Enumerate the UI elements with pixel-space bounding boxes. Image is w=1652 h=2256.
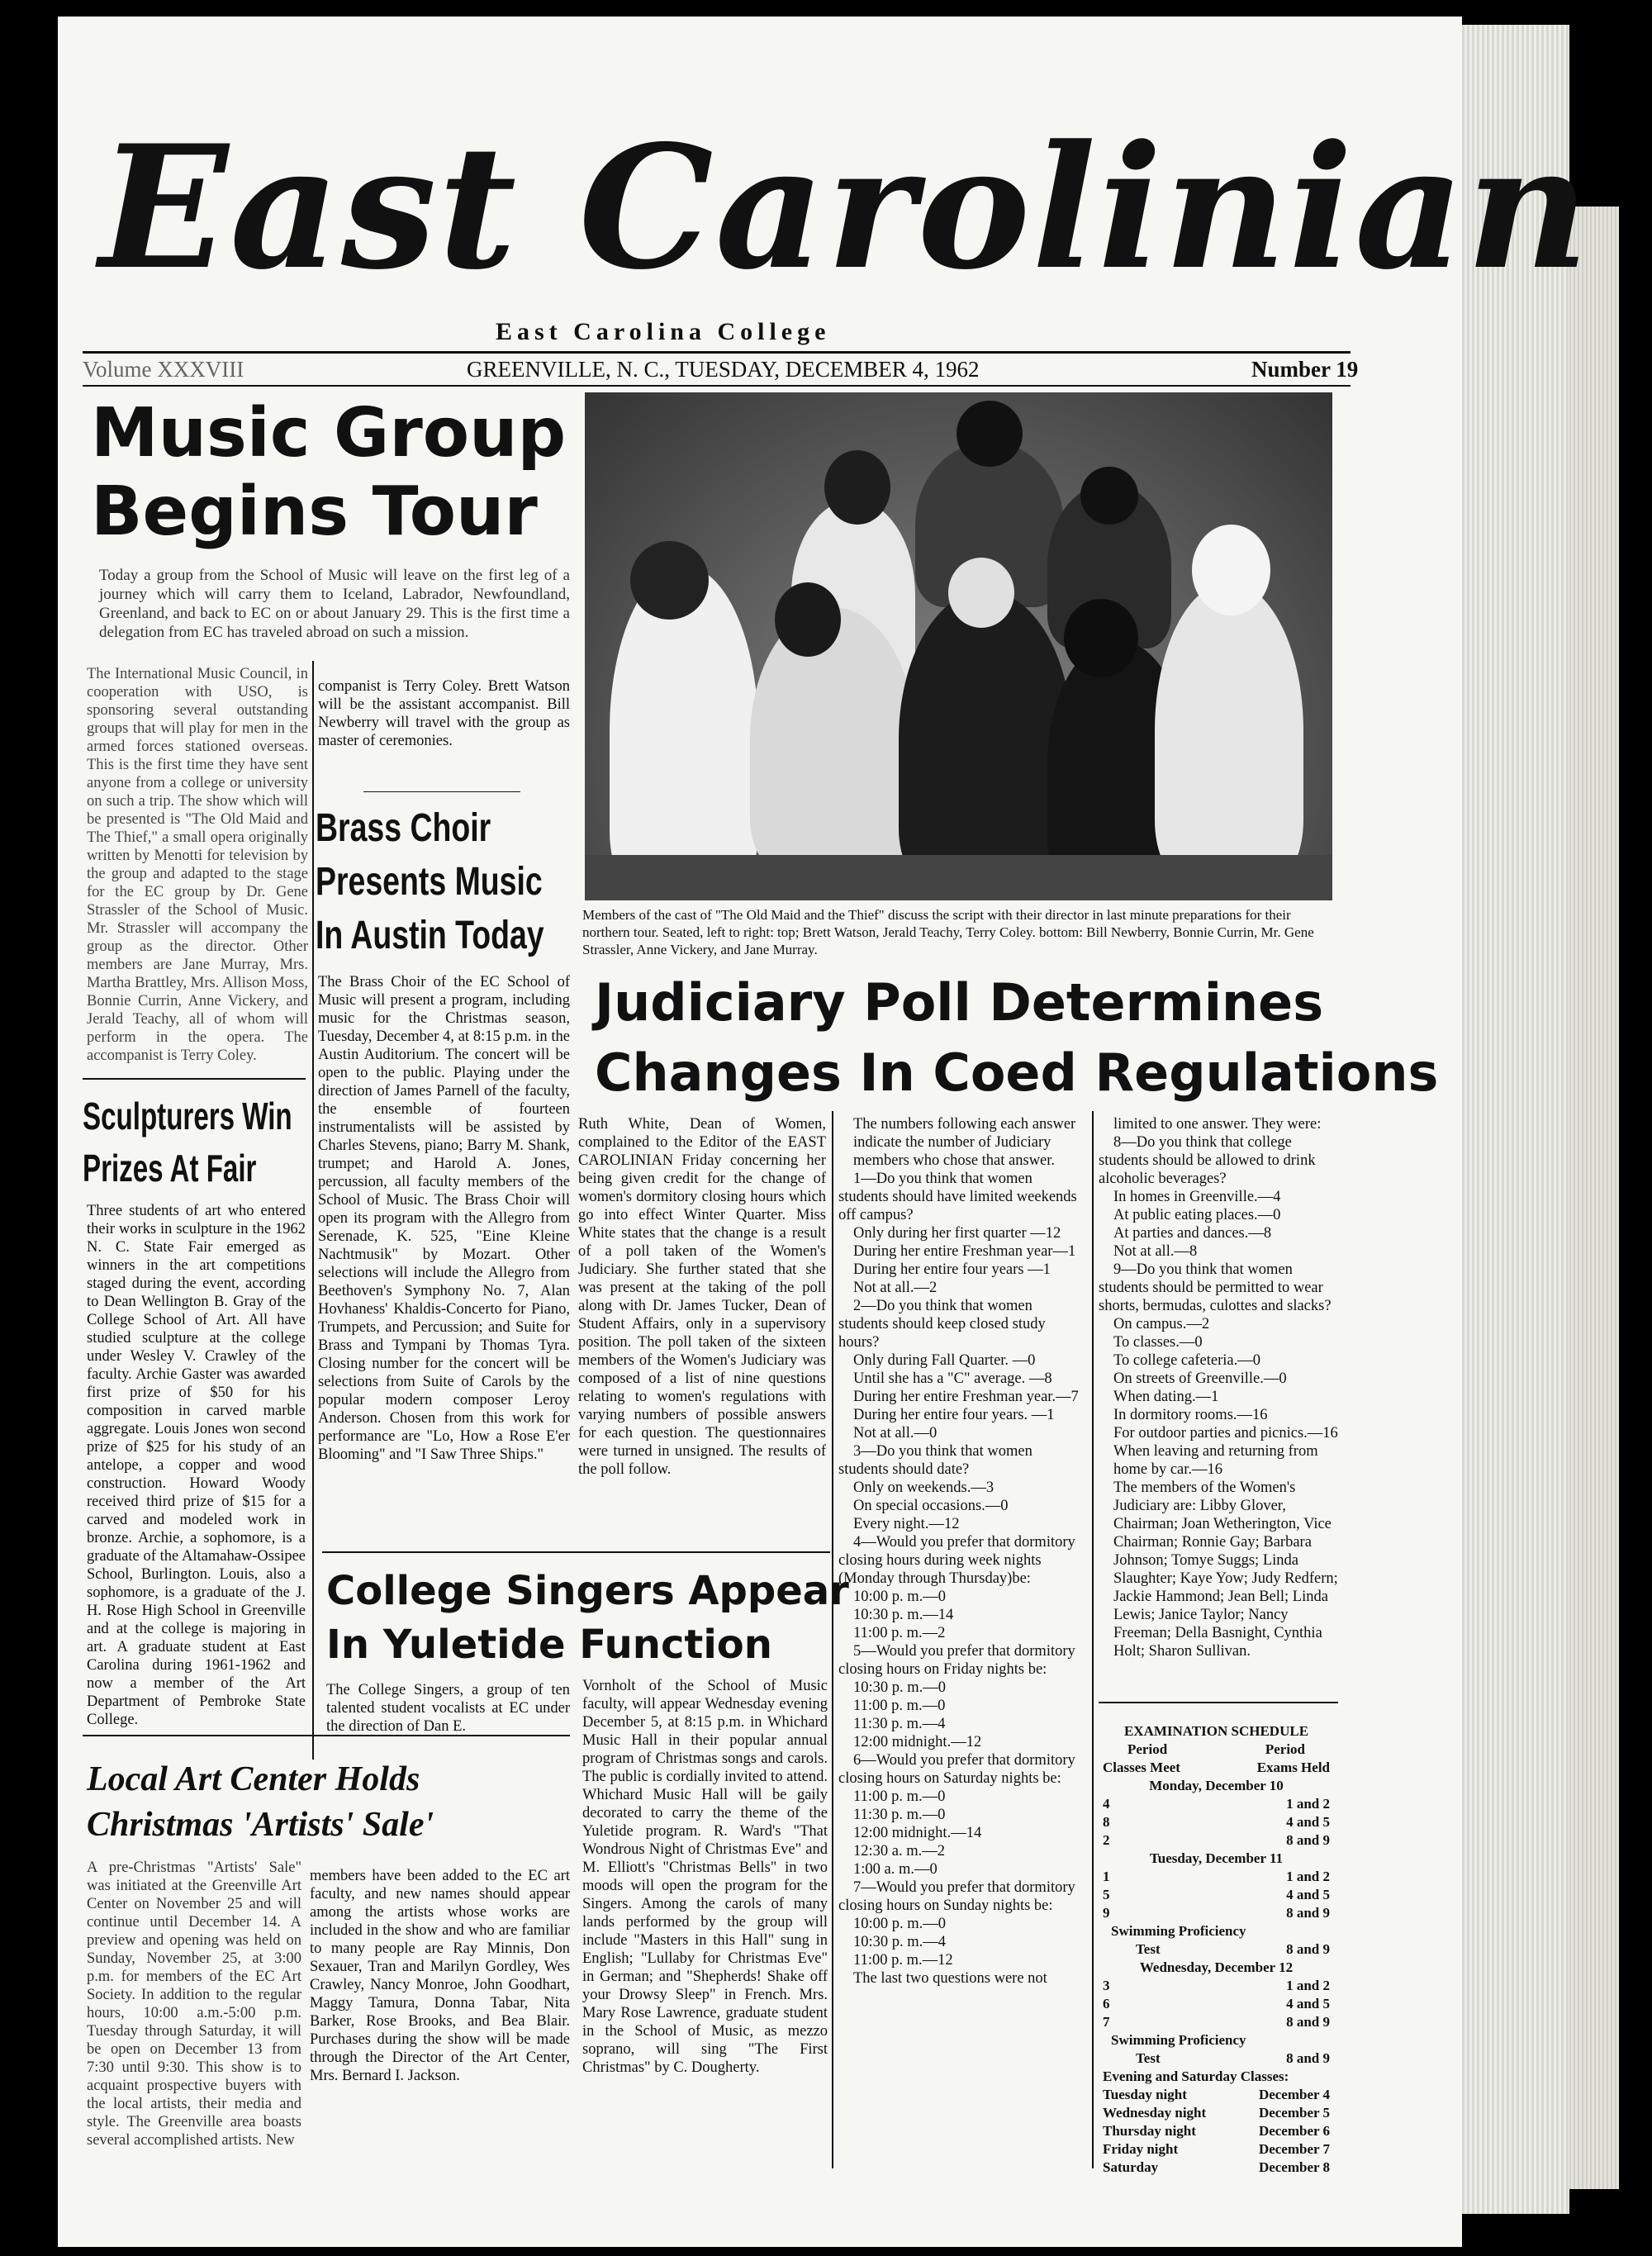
exam-row: 7 8 and 9	[1103, 2014, 1330, 2030]
poll-line: 11:00 p. m.—12	[853, 1952, 953, 1969]
poll-line: 11:30 p. m.—4	[853, 1716, 946, 1732]
poll-line: limited to one answer. They were:	[1113, 1116, 1322, 1133]
exam-row: 9 8 and 9	[1103, 1905, 1330, 1921]
poll-line: When dating.—1	[1113, 1389, 1219, 1405]
poll-line: 1:00 a. m.—0	[853, 1861, 938, 1878]
masthead-subtitle: East Carolina College	[496, 318, 831, 345]
art-center-col2: members have been added to the EC art faculty, and new names should appear among the artists whose works are included in the show and who are familiar to many people are Ray Minnis, Don Sexauer, Tran and Marilyn Gordley, Wes Crawley, Nancy Monroe, John Goodhart, Maggy Tamura, Donna Tabar, Nita Barker, Rose Brooks, and Bea Blair. Purchases during the show will be made through the Director of the Art Center, Mrs. Bernard I. Jackson.	[310, 1868, 570, 2084]
music-group-headline-2: Begins Tour	[91, 473, 538, 551]
poll-line: The numbers following each answer indicate the number of Judiciary members who chose that answer.	[853, 1116, 1076, 1169]
column-rule	[832, 1111, 833, 2168]
exam-swim: 8 and 9	[1286, 2050, 1330, 2066]
poll-line: To college cafeteria.—0	[1113, 1352, 1260, 1369]
exam-header: Period	[1127, 1741, 1168, 1757]
exam-day: Monday, December 10	[1149, 1778, 1284, 1793]
art-center-headline-2: Christmas 'Artists' Sale'	[87, 1806, 434, 1844]
exam-day: Tuesday, December 11	[1149, 1850, 1284, 1866]
exam-evening-row: Saturday December 8	[1103, 2159, 1330, 2175]
brass-headline-2: Presents Music	[316, 860, 543, 904]
poll-line: Only during her first quarter —12	[853, 1225, 1061, 1242]
poll-line: To classes.—0	[1113, 1334, 1203, 1351]
poll-line: For outdoor parties and picnics.—16	[1113, 1425, 1338, 1441]
exam-schedule	[1103, 1722, 1330, 2177]
dateline: GREENVILLE, N. C., TUESDAY, DECEMBER 4, 1962	[467, 357, 980, 382]
poll-line: 2—Do you think that women students should keep closed study hours?	[838, 1298, 1046, 1351]
poll-line: On streets of Greenville.—0	[1113, 1370, 1287, 1387]
poll-line: 10:00 p. m.—0	[853, 1589, 947, 1605]
art-center-col1: A pre-Christmas "Artists' Sale" was initiated at the Greenville Art Center on November 25 and will continue until December 14. A preview and opening was held on Sunday, November 25, at 3:00 p.m. for members of the EC Art Society. In addition to the regular hours, 10:00 a.m.-5:00 p.m. Tuesday through Saturday, it will be open on December 13 from 7:30 until 9:30. This show is to acquaint prospective buyers with the local artists, their media and style. The Greenville area boasts several accomplished artists. New	[87, 1859, 301, 2149]
music-group-col2: companist is Terry Coley. Brett Watson will be the assistant accompanist. Bill Newberry will travel with the group as master of ceremonies.	[318, 678, 570, 749]
art-center-headline-1: Local Art Center Holds	[87, 1760, 420, 1798]
exam-row: 3 1 and 2	[1103, 1978, 1330, 1993]
poll-line: 11:00 p. m.—0	[853, 1788, 946, 1805]
column-rule	[312, 661, 314, 1760]
masthead-rule	[83, 351, 1351, 354]
poll-line: 11:30 p. m.—0	[853, 1807, 946, 1823]
poll-line: Not at all.—0	[853, 1425, 938, 1441]
poll-line: Not at all.—2	[853, 1280, 938, 1296]
exam-evening-row: Friday night December 7	[1103, 2141, 1330, 2157]
story-rule	[322, 1551, 830, 1553]
poll-line: On campus.—2	[1113, 1316, 1210, 1332]
poll-line: During her entire four years. —1	[853, 1407, 1055, 1423]
poll-line: At public eating places.—0	[1113, 1207, 1281, 1223]
bound-volume-pages	[1462, 25, 1569, 2214]
poll-line: Only on weekends.—3	[853, 1479, 995, 1496]
poll-line: 10:30 p. m.—0	[853, 1679, 947, 1696]
singers-headline-1: College Singers Appear	[326, 1568, 849, 1614]
exam-evening-row: Thursday night December 6	[1103, 2123, 1330, 2139]
story-rule	[83, 1078, 306, 1080]
poll-line: 7—Would you prefer that dormitory closing hours on Sunday nights be:	[838, 1879, 1075, 1914]
singers-col2: Vornholt of the School of Music faculty, will appear Wednesday evening December 5, at 8:15 p.m. in Whichard Music Hall in their popular annual program of Christmas songs and carols. The public is cordially invited to attend. Whichard Music Hall will be gaily decorated to carry the theme of the Yuletide program. R. Ward's "That Wondrous Night of Christmas Eve" and M. Elliott's "Christmas Bells" in two moods will open the program for the Singers. Among the carols of many lands performed by the group will include "Masters in this Hall" sung in English; "Lullaby for Christmas Eve" in German; and "Shepherds! Shake off your Drowsy Sleep" in French. Mrs. Mary Rose Lawrence, graduate student in the School of Music, as mezzo soprano, will sing "The First Christmas" by C. Dougherty.	[582, 1678, 828, 2076]
music-group-col1: The International Music Council, in cooperation with USO, is sponsoring several outstanding groups that will play for men in the armed forces stationed overseas. This is the first time they have sent anyone from a college or university on such a trip. The show which will be presented is "The Old Maid and The Thief," a small opera originally written by Menotti for television by the group and adapted to the stage for the EC group by Dr. Gene Strassler of the School of Music. Mr. Strassler will accompany the group as the director. Other members are Jane Murray, Mrs. Martha Brattley, Mrs. Allison Moss, Bonnie Currin, Anne Vickery, and Jerald Teachy, all of whom will perform in the opera. The accompanist is Terry Coley.	[87, 666, 308, 1064]
exam-evening-row: Tuesday night December 4	[1103, 2087, 1330, 2102]
judiciary-col3	[1099, 1115, 1338, 1685]
poll-line: 6—Would you prefer that dormitory closing hours on Saturday nights be:	[838, 1752, 1075, 1787]
music-group-lead: Today a group from the School of Music will leave on the first leg of a journey which will carry them to Iceland, Labrador, Newfoundland, Greenland, and back to EC on or about January 29. This is the first time a delegation from EC has traveled abroad on such a mission.	[99, 567, 570, 641]
volume-label: Volume XXXVIII	[83, 357, 244, 382]
story-rule	[1099, 1702, 1338, 1703]
poll-line: In dormitory rooms.—16	[1113, 1407, 1268, 1423]
sculpture-body: Three students of art who entered their works in sculpture in the 1962 N. C. State Fair emerged as winners in the art competitions staged during the event, according to Dean Wellington B. Gray of the College School of Art. All have studied sculpture at the college under Wesley V. Crawley of the faculty. Archie Gaster was awarded first prize of $50 for his composition in carved marble aggregate. Louis Jones won second prize of $25 for his study of an antelope, a copper and wood construction. Howard Woody received third prize of $15 for a carved and modeled work in bronze. Archie, a sophomore, is a graduate of the Altamahaw-Ossipee School, Burlington. Louis, also a sophomore, is a graduate of the J. H. Rose High School in Greenville and at the college is majoring in art. A graduate student at East Carolina during 1961-1962 and now a member of the Art Department of Pembroke State College.	[87, 1203, 306, 1728]
poll-line: Until she has a "C" average. —8	[853, 1370, 1052, 1387]
exam-header: Period	[1265, 1741, 1305, 1757]
poll-line: 3—Do you think that women students should date?	[838, 1443, 1032, 1478]
sculpture-headline-1: Sculpturers Win	[83, 1095, 292, 1137]
poll-line: 5—Would you prefer that dormitory closing hours on Friday nights be:	[838, 1643, 1075, 1678]
exam-header: Classes Meet	[1103, 1760, 1180, 1775]
poll-line: During her entire Freshman year—1	[853, 1243, 1076, 1260]
exam-row: 2 8 and 9	[1103, 1832, 1330, 1848]
poll-line: 1—Do you think that women students should have limited weekends off campus?	[838, 1171, 1077, 1223]
exam-evening-row: Wednesday night December 5	[1103, 2105, 1330, 2121]
judiciary-col2	[838, 1115, 1086, 2173]
brass-headline-1: Brass Choir	[316, 806, 491, 850]
exam-row: 8 4 and 5	[1103, 1814, 1330, 1830]
poll-line: In homes in Greenville.—4	[1113, 1189, 1281, 1205]
exam-row: 6 4 and 5	[1103, 1996, 1330, 2011]
poll-line: Only during Fall Quarter. —0	[853, 1352, 1036, 1369]
story-rule	[363, 791, 520, 792]
photo-caption: Members of the cast of "The Old Maid and the Thief" discuss the script with their director in last minute preparations for their northern tour. Seated, left to right: top; Brett Watson, Jerald Teachy, Terry Coley. bottom: Bill Newberry, Bonnie Currin, Mr. Gene Strassler, Anne Vickery, and Jane Murray.	[582, 907, 1314, 957]
exam-swim: Swimming Proficiency	[1111, 2032, 1246, 2048]
poll-line: 4—Would you prefer that dormitory closing hours during week nights (Monday through Thursday)be:	[838, 1534, 1075, 1587]
exam-row: 4 1 and 2	[1103, 1796, 1330, 1812]
poll-line: 9—Do you think that women students should be permitted to wear shorts, bermudas, culottes and slacks?	[1099, 1261, 1332, 1314]
poll-line: The members of the Women's Judiciary are: Libby Glover, Chairman; Joan Wetherington, Vice Chairman; Ronnie Gay; Barbara Johnson; Tomye Suggs; Linda Slaughter; Kaye Yow; Judy Redfern; Jackie Hammond; Jean Bell; Linda Lewis; Janice Taylor; Nancy Freeman; Della Basnight, Cynthia Holt; Sharon Sullivan.	[1113, 1479, 1338, 1660]
poll-line: 12:00 midnight.—12	[853, 1734, 982, 1750]
poll-line: During her entire Freshman year.—7	[853, 1389, 1079, 1405]
poll-line: Every night.—12	[853, 1516, 960, 1532]
exam-header: Exams Held	[1256, 1760, 1330, 1775]
singers-col1: The College Singers, a group of ten talented student vocalists at EC under the direction of Dan E.	[326, 1682, 570, 1735]
exam-swim: Test	[1136, 2050, 1161, 2066]
dateline-rule	[83, 385, 1351, 387]
poll-line: 11:00 p. m.—2	[853, 1625, 946, 1641]
poll-line: 10:30 p. m.—4	[853, 1934, 947, 1950]
poll-line: 12:30 a. m.—2	[853, 1843, 945, 1859]
poll-line: During her entire four years —1	[853, 1261, 1051, 1278]
singers-headline-2: In Yuletide Function	[326, 1622, 772, 1668]
exam-day: Wednesday, December 12	[1139, 1959, 1294, 1975]
poll-line: At parties and dances.—8	[1113, 1225, 1272, 1242]
exam-swim: 8 and 9	[1286, 1941, 1330, 1957]
bound-volume-edge	[1569, 207, 1619, 2189]
exam-row: 5 4 and 5	[1103, 1887, 1330, 1902]
exam-title: EXAMINATION SCHEDULE	[1123, 1723, 1309, 1739]
exam-row: 1 1 and 2	[1103, 1869, 1330, 1884]
masthead-title: East Carolinian	[99, 109, 1591, 307]
exam-swim: Swimming Proficiency	[1111, 1923, 1246, 1939]
exam-evening-title: Evening and Saturday Classes:	[1103, 2068, 1289, 2084]
poll-line: On special occasions.—0	[853, 1498, 1009, 1514]
brass-headline-3: In Austin Today	[316, 914, 544, 957]
brass-body: The Brass Choir of the EC School of Music will present a program, including music for the Christmas season, Tuesday, December 4, at 8:15 p.m. in the Austin Auditorium. The concert will be open to the public. Playing under the direction of James Parnell of the faculty, the ensemble of fourteen instrumentalists will be assisted by Charles Stevens, piano; Barry M. Shank, trumpet; and Harold A. Jones, percussion, all faculty members of the School of Music. The Brass Choir will open its program with the Allegro from Serenade, K. 525, "Eine Kleine Nachtmusik" by Mozart. Other selections will include the Allegro from Beethoven's Symphony No. 7, Alan Hovhaness' Khaldis-Concerto for Piano, Trumpets, and Percussion; and Suite for Brass and Tympani by Thomas Tyra. Closing number for the concert will be selections from Suite of Carols by the popular modern composer Leroy Anderson. Chosen from this work for performance are "Lo, How a Rose E'er Blooming" and "I Saw Three Ships."	[318, 974, 570, 1463]
music-group-headline-1: Music Group	[91, 394, 567, 473]
poll-line: When leaving and returning from home by car.—16	[1113, 1443, 1318, 1478]
poll-line: Not at all.—8	[1113, 1243, 1198, 1260]
poll-line: 11:00 p. m.—0	[853, 1698, 946, 1714]
poll-line: 8—Do you think that college students should be allowed to drink alcoholic beverages?	[1099, 1134, 1316, 1187]
issue-number: Number 19	[1251, 357, 1359, 382]
column-rule	[1092, 1111, 1094, 2168]
poll-line: 12:00 midnight.—14	[853, 1825, 982, 1841]
poll-line: 10:30 p. m.—14	[853, 1607, 954, 1623]
judiciary-col1: Ruth White, Dean of Women, complained to the Editor of the EAST CAROLINIAN Friday concerning her being given credit for the change of women's dormitory closing hours which go into effect Winter Quarter. Miss White states that the change is a result of a poll taken of the Women's Judiciary. She further stated that she was present at the taking of the poll along with Dr. James Tucker, Dean of Student Affairs, only in a supervisory position. The poll taken of the sixteen members of the Women's Judiciary was composed of a list of nine questions relating to women's regulations with varying numbers of possible answers for each question. The questionnaires were turned in unsigned. The results of the poll follow.	[578, 1116, 826, 1478]
cast-photo	[585, 392, 1332, 900]
poll-line: 10:00 p. m.—0	[853, 1916, 947, 1932]
judiciary-headline-1: Judiciary Poll Determines	[595, 972, 1324, 1033]
poll-line: The last two questions were not	[853, 1970, 1047, 1987]
judiciary-headline-2: Changes In Coed Regulations	[595, 1043, 1439, 1103]
exam-swim: Test	[1136, 1941, 1161, 1957]
sculpture-headline-2: Prizes At Fair	[83, 1147, 257, 1190]
